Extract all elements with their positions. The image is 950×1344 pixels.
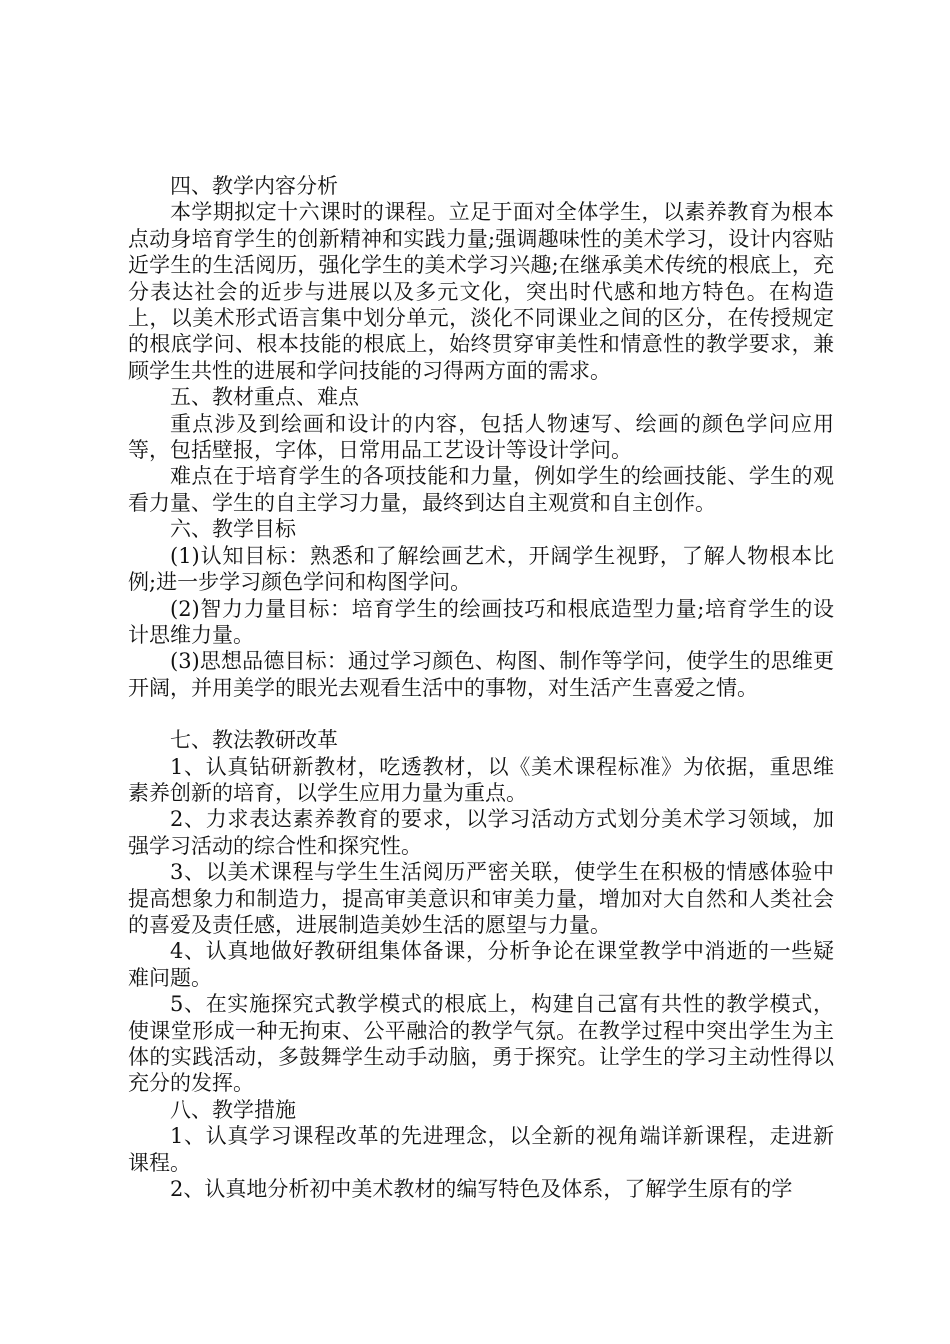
paragraph: 4、认真地做好教研组集体备课，分析争论在课堂教学中消逝的一些疑难问题。: [128, 939, 834, 990]
section-heading: 四、教学内容分析: [170, 174, 338, 198]
paragraph: 重点涉及到绘画和设计的内容，包括人物速写、绘画的颜色学问应用等，包括壁报，字体，日常用品工艺设计等设计学问。: [128, 411, 834, 463]
paragraph: 1、认真钻研新教材，吃透教材，以《美术课程标准》为依据，重思维素养创新的培育，以学生应用力量为重点。: [128, 754, 834, 805]
paragraph: (2)智力力量目标：培育学生的绘画技巧和根底造型力量;培育学生的设计思维力量。: [128, 596, 834, 647]
section-heading: 八、教学措施: [170, 1097, 296, 1122]
section-key-points: [128, 384, 834, 516]
section-heading: 六、教学目标: [170, 517, 296, 542]
section-teaching-measures: [128, 1097, 834, 1203]
section-teaching-goals: [128, 516, 834, 701]
paragraph-spacer: [128, 701, 834, 727]
paragraph: 难点在于培育学生的各项技能和力量，例如学生的绘画技能、学生的观看力量、学生的自主学习力量，最终到达自主观赏和自主创作。: [128, 464, 834, 515]
paragraph: 2、认真地分析初中美术教材的编写特色及体系，了解学生原有的学: [170, 1177, 793, 1202]
paragraph: 1、认真学习课程改革的先进理念，以全新的视角端详新课程，走进新课程。: [128, 1124, 834, 1175]
section-teaching-reform: [128, 727, 834, 1097]
paragraph: (1)认知目标：熟悉和了解绘画艺术，开阔学生视野，了解人物根本比例;进一步学习颜色学问和构图学问。: [128, 543, 834, 595]
paragraph: (3)思想品德目标：通过学习颜色、构图、制作等学问，使学生的思维更开阔，并用美学的眼光去观看生活中的事物，对生活产生喜爱之情。: [128, 649, 834, 700]
section-heading: 七、教法教研改革: [170, 728, 338, 753]
section-content-analysis: [128, 173, 834, 384]
paragraph: 5、在实施探究式教学模式的根底上，构建自己富有共性的教学模式，使课堂形成一种无拘束、公平融洽的教学气氛。在教学过程中突出学生为主体的实践活动，多鼓舞学生动手动脑，勇于探究。让学生的学习主动性得以充分的发挥。: [128, 992, 834, 1096]
section-heading: 五、教材重点、难点: [170, 385, 359, 410]
paragraph: 2、力求表达素养教育的要求，以学习活动方式划分美术学习领域，加强学习活动的综合性和探究性。: [128, 807, 834, 858]
document-page: [128, 173, 834, 1202]
paragraph: 3、以美术课程与学生生活阅历严密关联，使学生在积极的情感体验中提高想象力和制造力，提高审美意识和审美力量，增加对大自然和人类社会的喜爱及责任感，进展制造美妙生活的愿望与力量。: [128, 860, 834, 937]
paragraph: 本学期拟定十六课时的课程。立足于面对全体学生，以素养教育为根本点动身培育学生的创新精神和实践力量;强调趣味性的美术学习，设计内容贴近学生的生活阅历，强化学生的美术学习兴趣;在继承美术传统的根底上，充分表达社会的近步与进展以及多元文化，突出时代感和地方特色。在构造上，以美术形式语言集中划分单元，淡化不同课业之间的区分，在传授规定的根底学问、根本技能的根底上，始终贯穿审美性和情意性的教学要求，兼顾学生共性的进展和学问技能的习得两方面的需求。: [128, 200, 834, 383]
